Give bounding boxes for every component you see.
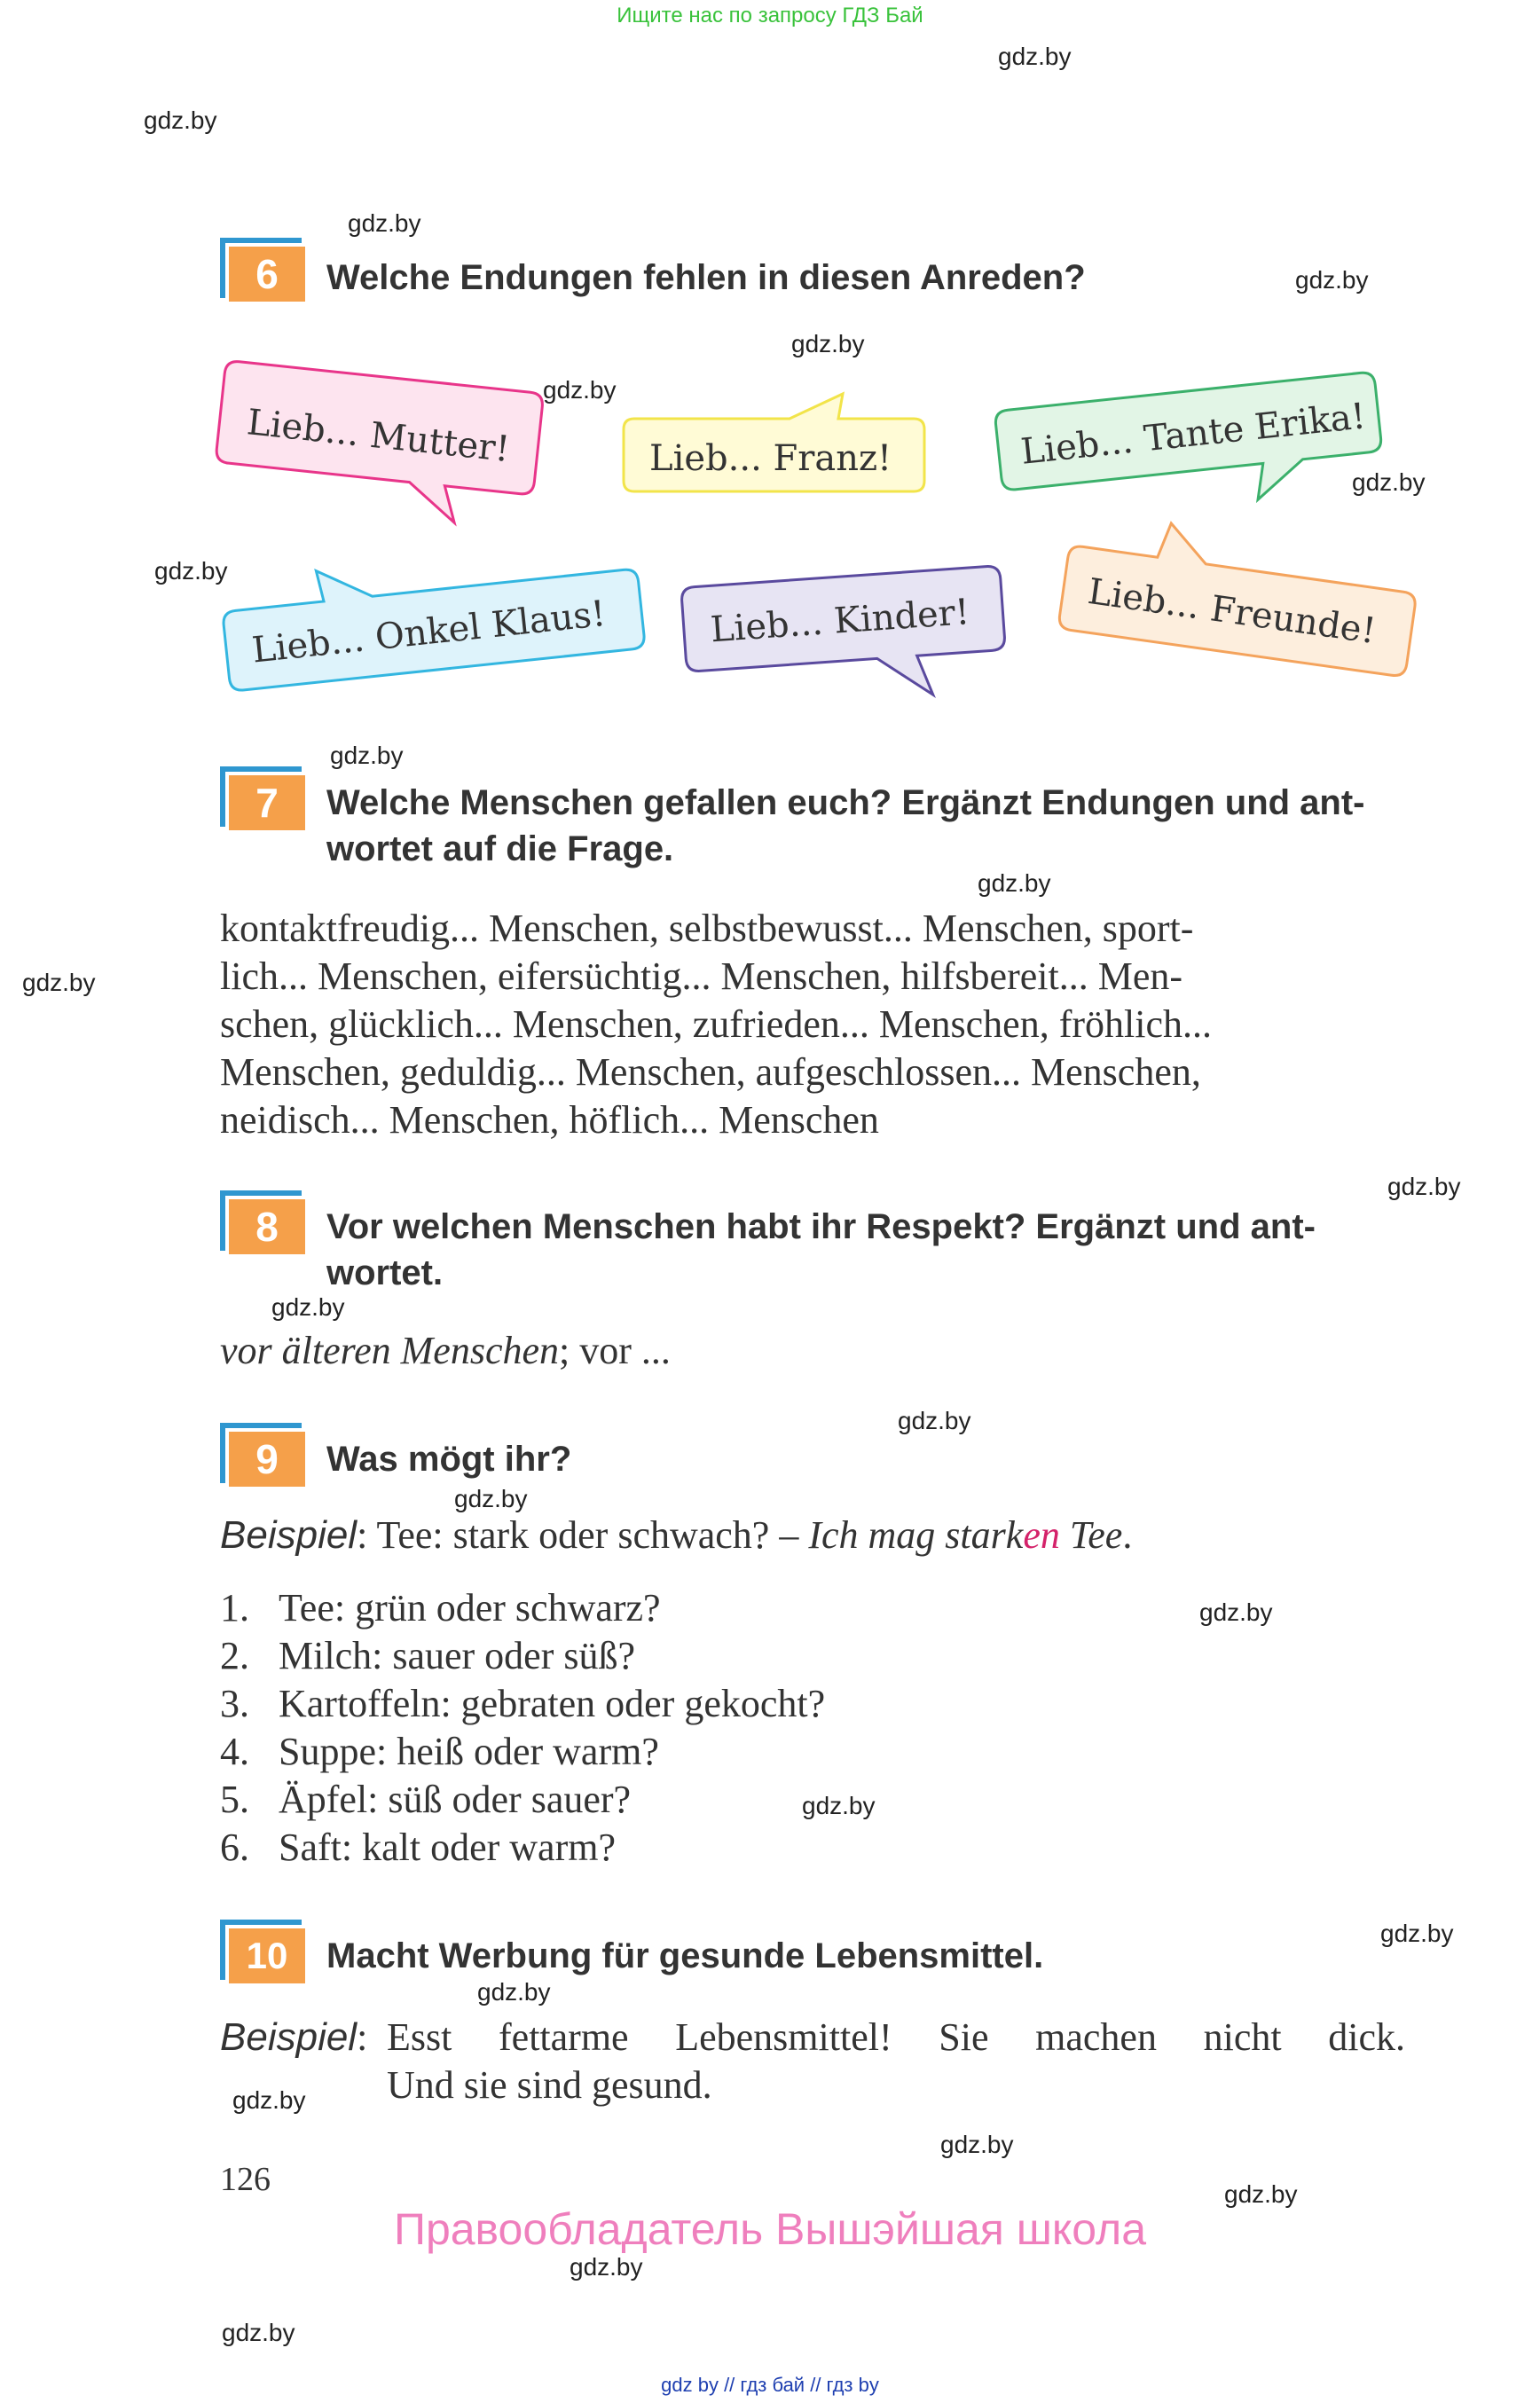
item-number: 1. <box>220 1586 249 1629</box>
task-title: Welche Endungen fehlen in diesen Anreden? <box>326 258 1086 297</box>
watermark: gdz.by <box>222 2319 295 2346</box>
speech-bubble-mutter <box>212 360 544 530</box>
item-text: Saft: kalt oder warm? <box>279 1826 616 1869</box>
beispiel-colon: : <box>357 2015 368 2059</box>
watermark: gdz.by <box>1199 1598 1273 1626</box>
task-number: 6 <box>229 247 305 302</box>
list-item <box>220 1728 659 1776</box>
speech-bubble-franz <box>624 394 924 491</box>
text-line: Und sie sind gesund. <box>387 2063 712 2107</box>
bottom-links[interactable]: gdz by // гдз бай // гдз by <box>661 2374 879 2396</box>
item-text: Milch: sauer oder süß? <box>279 1634 635 1677</box>
beispiel-label-line <box>220 2014 367 2061</box>
watermark: gdz.by <box>1387 1173 1461 1200</box>
speech-bubble-freunde <box>1058 510 1422 678</box>
bubble-text: Lieb... Mutter! <box>245 402 512 471</box>
watermark: gdz.by <box>232 2086 306 2114</box>
watermark: gdz.by <box>1352 468 1426 496</box>
answer-ending: en <box>1023 1513 1060 1557</box>
task-title-line: wortet auf die Frage. <box>326 829 674 868</box>
item-number: 4. <box>220 1730 249 1773</box>
speech-bubble-tante-erika <box>994 372 1386 526</box>
text-line: neidisch... Menschen, höflich... Menschen <box>220 1098 879 1142</box>
example-italic: vor älteren Menschen <box>220 1329 560 1372</box>
task-title-line: Vor welchen Menschen habt ihr Respekt? Ergänzt und ant- <box>326 1207 1316 1246</box>
list-item <box>220 1824 616 1872</box>
example-line <box>220 1327 671 1375</box>
text-line: lich... Menschen, eifersüchtig... Menschen, hilfsbereit... Men- <box>220 954 1183 998</box>
task-number-badge <box>220 1190 305 1254</box>
answer-part: Tee <box>1059 1513 1123 1557</box>
bubble-text: Lieb... Franz! <box>649 438 892 479</box>
watermark: gdz.by <box>898 1407 971 1434</box>
watermark: gdz.by <box>144 106 217 134</box>
item-text: Tee: grün oder schwarz? <box>279 1586 661 1629</box>
text-line: Esst fettarme Lebensmittel! Sie machen nicht dick. <box>387 2015 1405 2059</box>
task-title-line: wortet. <box>326 1253 444 1292</box>
watermark: gdz.by <box>477 1978 551 2006</box>
list-item <box>220 1584 661 1632</box>
task-title-line: Welche Menschen gefallen euch? Ergänzt Endungen und ant- <box>326 783 1365 822</box>
watermark: gdz.by <box>802 1792 876 1819</box>
task-number-badge <box>220 766 305 830</box>
item-number: 5. <box>220 1778 249 1821</box>
example-rest: ; vor ... <box>559 1329 671 1372</box>
beispiel-text: : Tee: stark oder schwach? – <box>357 1513 809 1557</box>
task-number: 7 <box>229 775 305 830</box>
page-number: 126 <box>220 2161 271 2198</box>
beispiel-line <box>220 1512 1132 1559</box>
speech-bubble-kinder <box>681 566 1009 710</box>
list-item <box>220 1776 631 1824</box>
task-number-badge <box>220 1920 305 1983</box>
item-text: Suppe: heiß oder warm? <box>279 1730 659 1773</box>
bubble-text: Lieb... Onkel Klaus! <box>249 593 608 671</box>
watermark: gdz.by <box>454 1485 528 1512</box>
beispiel-label: Beispiel <box>220 1513 358 1557</box>
speech-bubble-onkel-klaus <box>219 538 645 691</box>
task-number-badge <box>220 1423 305 1487</box>
beispiel-label: Beispiel <box>220 2015 358 2059</box>
watermark: gdz.by <box>998 43 1072 70</box>
text-line: kontaktfreudig... Menschen, selbstbewusst... Menschen, sport- <box>220 907 1194 950</box>
bubble-text: Lieb... Freunde! <box>1085 570 1379 653</box>
watermark: gdz.by <box>22 969 96 996</box>
watermark: gdz.by <box>791 330 865 357</box>
text-line: Menschen, geduldig... Menschen, aufgeschlossen... Menschen, <box>220 1050 1201 1094</box>
speech-bubbles <box>0 0 1540 710</box>
item-number: 6. <box>220 1826 249 1869</box>
bubble-text: Lieb... Tante Erika! <box>1018 396 1368 473</box>
item-number: 2. <box>220 1634 249 1677</box>
watermark: gdz.by <box>1295 266 1369 294</box>
text-line: schen, glücklich... Menschen, zufrieden... Menschen, fröhlich... <box>220 1002 1212 1046</box>
watermark: gdz.by <box>1380 1920 1454 1947</box>
item-text: Äpfel: süß oder sauer? <box>279 1778 632 1821</box>
list-item <box>220 1632 635 1680</box>
task-title: Was mögt ihr? <box>326 1440 572 1479</box>
watermark: gdz.by <box>940 2131 1014 2158</box>
answer-dot: . <box>1122 1513 1133 1557</box>
watermark: gdz.by <box>1224 2180 1298 2208</box>
item-text: Kartoffeln: gebraten oder gekocht? <box>279 1682 826 1725</box>
watermark: gdz.by <box>154 557 228 585</box>
watermark: gdz.by <box>978 869 1051 897</box>
watermark: gdz.by <box>348 209 421 237</box>
top-banner: Ищите нас по запросу ГДЗ Бай <box>617 4 923 27</box>
task-number: 10 <box>229 1928 305 1983</box>
task-title: Macht Werbung für gesunde Lebensmittel. <box>326 1936 1044 1975</box>
watermark: gdz.by <box>271 1293 345 1321</box>
item-number: 3. <box>220 1682 249 1725</box>
list-item <box>220 1680 825 1728</box>
watermark: gdz.by <box>330 742 404 769</box>
answer-part: Ich mag stark <box>808 1513 1024 1557</box>
task-number: 9 <box>229 1432 305 1487</box>
copyright-notice: Правообладатель Вышэйшая школа <box>394 2204 1146 2254</box>
watermark: gdz.by <box>543 376 617 404</box>
task-number: 8 <box>229 1199 305 1254</box>
bubble-text: Lieb... Kinder! <box>709 592 971 651</box>
watermark: gdz.by <box>570 2253 643 2281</box>
